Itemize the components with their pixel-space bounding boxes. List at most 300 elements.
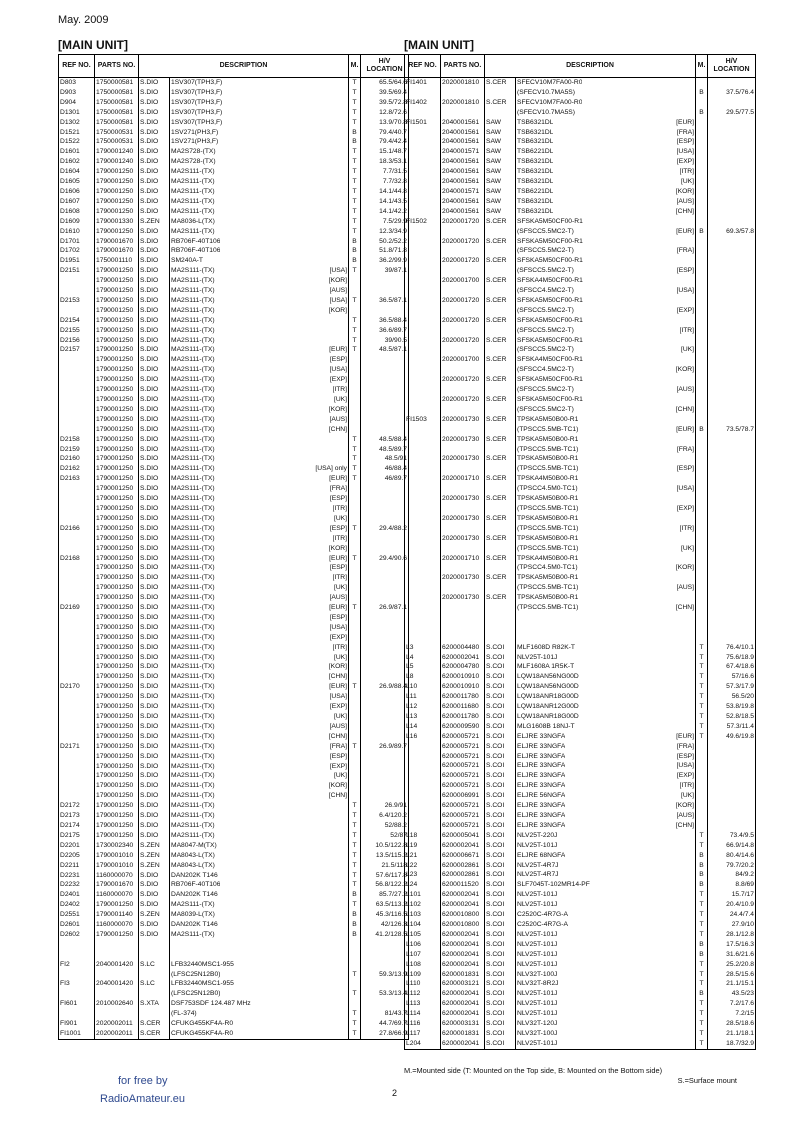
table-row [59, 345, 409, 355]
parts-no-cell: 2040001561 [441, 177, 485, 187]
mount-side-cell: T [349, 98, 361, 108]
ref-cell: D2174 [59, 821, 95, 831]
table-row [405, 78, 756, 88]
parts-no-cell [441, 385, 485, 395]
mount-side-cell [696, 345, 708, 355]
description-cell [516, 128, 696, 138]
mount-side-cell: T [349, 603, 361, 613]
description-text: TSB6321DL [517, 197, 554, 205]
description-wrap [171, 484, 347, 494]
description-text: C2520C-4R7G-A [517, 911, 568, 919]
ref-cell: D1608 [59, 207, 95, 217]
table-row [405, 841, 756, 851]
description-wrap [517, 256, 694, 266]
ref-cell: L108 [405, 960, 441, 970]
type-cell: S.DIO [139, 425, 170, 435]
version-tag: [FRA] [676, 742, 694, 750]
ref-cell: L19 [405, 841, 441, 851]
description-wrap [517, 504, 694, 514]
location-cell: 7.5/29.9 [361, 217, 409, 227]
description-text: TSB6321DL [517, 158, 554, 166]
type-cell: S.CER [485, 514, 516, 524]
mount-side-cell [696, 167, 708, 177]
description-wrap [517, 940, 694, 950]
description-text: MA2S111-(TX) [171, 346, 215, 354]
description-cell [170, 821, 349, 831]
description-text: NLV25T-101J [517, 901, 558, 909]
description-text: MA2S111-(TX) [171, 713, 215, 720]
description-wrap [171, 692, 347, 702]
description-wrap [517, 157, 694, 167]
table-row [59, 227, 409, 237]
table-row [405, 653, 756, 663]
description-cell [516, 365, 696, 375]
type-cell: S.DIO [139, 197, 170, 207]
description-wrap [171, 217, 347, 227]
ref-cell [59, 732, 95, 742]
description-cell [516, 662, 696, 672]
version-tag: [EUR] [676, 118, 694, 126]
ref-cell: L21 [405, 851, 441, 861]
parts-no-cell [441, 246, 485, 256]
ref-cell: L117 [405, 1029, 441, 1039]
description-cell [516, 227, 696, 237]
type-cell: S.DIO [139, 474, 170, 484]
parts-no-cell: 1750000531 [95, 128, 139, 138]
location-cell [708, 316, 756, 326]
mount-side-cell [696, 365, 708, 375]
table-row [405, 900, 756, 910]
location-cell: 36.5/87.1 [361, 296, 409, 306]
parts-no-cell: 2020001720 [441, 296, 485, 306]
description-text: MA2S111-(TX) [171, 673, 215, 681]
table-row [405, 613, 756, 623]
parts-no-cell: 6200005721 [441, 761, 485, 771]
col-parts-header: PARTS NO. [95, 55, 139, 78]
table-row [59, 187, 409, 197]
description-wrap [171, 336, 347, 346]
version-tag: [AUS] [676, 386, 694, 394]
mount-side-cell [696, 256, 708, 266]
type-cell [139, 940, 170, 950]
ref-cell [59, 662, 95, 672]
description-text: LQW18AN56NG00D [517, 683, 579, 691]
type-cell: S.COI [485, 811, 516, 821]
location-cell: 25.2/20.8 [708, 960, 756, 970]
ref-cell [405, 554, 441, 564]
type-cell: S.DIO [139, 554, 170, 564]
version-tag: [KOR] [328, 306, 347, 314]
mount-side-cell [696, 742, 708, 752]
description-text: (FL-374) [171, 1010, 197, 1018]
version-tag: [UK] [333, 772, 347, 780]
description-wrap [517, 821, 694, 831]
description-wrap [171, 365, 347, 375]
description-text: (LFSC25N12B0) [171, 990, 221, 998]
description-text: MA8036-L(TX) [171, 217, 215, 225]
location-cell [361, 306, 409, 316]
description-text: (SFSCC5.5MC2-T) [517, 326, 574, 334]
type-cell [139, 970, 170, 980]
mount-side-cell: B [696, 88, 708, 98]
parts-no-cell: 6200005721 [441, 781, 485, 791]
mount-side-cell: T [349, 474, 361, 484]
table-row [405, 583, 756, 593]
type-cell: S.COI [485, 702, 516, 712]
location-cell [708, 613, 756, 623]
ref-cell: L13 [405, 712, 441, 722]
type-cell: S.COI [485, 682, 516, 692]
type-cell: S.DIO [139, 534, 170, 544]
parts-no-cell: 6200001831 [441, 1029, 485, 1039]
description-wrap [517, 771, 694, 781]
description-cell [516, 266, 696, 276]
ref-cell: L10 [405, 682, 441, 692]
col-ref-header: REF NO. [59, 55, 95, 78]
description-cell [516, 722, 696, 732]
table-row [405, 970, 756, 980]
mount-side-cell: T [349, 880, 361, 890]
ref-cell: D2160 [59, 454, 95, 464]
description-wrap [171, 920, 347, 930]
description-cell [516, 989, 696, 999]
mount-side-cell [349, 732, 361, 742]
description-text: 1SV271(PH3,F) [171, 128, 219, 136]
version-tag: [KOR] [675, 564, 694, 572]
version-tag: [CHN] [328, 732, 347, 740]
parts-no-cell [441, 563, 485, 573]
description-text: MA2S111-(TX) [171, 435, 215, 443]
ref-cell [59, 405, 95, 415]
mount-side-cell [696, 593, 708, 603]
description-text: TPSKA5M50B00-R1 [517, 514, 579, 522]
mount-side-cell [696, 128, 708, 138]
ref-cell [405, 811, 441, 821]
description-cell [170, 108, 349, 118]
mount-side-cell [696, 187, 708, 197]
type-cell: S.COI [485, 791, 516, 801]
location-cell [361, 643, 409, 653]
parts-no-cell: 6200010800 [441, 910, 485, 920]
mount-side-cell [696, 504, 708, 514]
ref-cell [405, 494, 441, 504]
location-cell: 12.3/34.9 [361, 227, 409, 237]
version-tag: [EUR] [676, 732, 694, 740]
ref-cell [59, 544, 95, 554]
table-row [59, 197, 409, 207]
description-cell [516, 98, 696, 108]
location-cell: 79.7/20.2 [708, 861, 756, 871]
description-wrap [171, 880, 347, 890]
version-tag: [UK] [680, 544, 694, 552]
location-cell [708, 217, 756, 227]
description-wrap [517, 296, 694, 306]
description-cell [170, 653, 349, 663]
version-tag: [ITR] [679, 168, 694, 176]
table-row [59, 296, 409, 306]
location-cell: 31.6/21.6 [708, 950, 756, 960]
ref-cell [405, 445, 441, 455]
location-cell [708, 345, 756, 355]
ref-cell [59, 771, 95, 781]
description-cell [516, 1039, 696, 1049]
location-cell [708, 197, 756, 207]
parts-no-cell [441, 405, 485, 415]
ref-cell [405, 524, 441, 534]
description-cell [170, 256, 349, 266]
type-cell [485, 306, 516, 316]
parts-no-cell: 1790001250 [95, 811, 139, 821]
ref-cell [405, 781, 441, 791]
description-cell [170, 147, 349, 157]
location-cell: 44.7/69.7 [361, 1019, 409, 1029]
description-text: MA2S111-(TX) [171, 564, 215, 572]
description-cell [170, 425, 349, 435]
description-text: 1SV307(TPH3,F) [171, 79, 223, 86]
description-wrap [517, 454, 694, 464]
description-text: DSF753SDF 124.487 MHz [171, 1000, 251, 1008]
description-cell [170, 395, 349, 405]
ref-cell: L116 [405, 1019, 441, 1029]
ref-cell: D2231 [59, 871, 95, 881]
mount-side-cell [696, 445, 708, 455]
table-header-row [405, 55, 756, 78]
description-wrap [171, 821, 347, 831]
description-wrap [171, 405, 347, 415]
description-text: ELJRE 33NGFA [517, 821, 566, 829]
description-cell [170, 910, 349, 920]
parts-no-cell: 2040001561 [441, 167, 485, 177]
ref-cell: D2168 [59, 554, 95, 564]
ref-cell [405, 821, 441, 831]
description-cell [170, 207, 349, 217]
version-tag: [EUR] [329, 683, 347, 691]
type-cell: S.DIO [139, 355, 170, 365]
version-tag: [EUR] [329, 554, 347, 562]
ref-cell [59, 385, 95, 395]
location-cell: 73.5/78.7 [708, 425, 756, 435]
location-cell: 79.4/40.7 [361, 128, 409, 138]
mount-side-cell: B [349, 256, 361, 266]
type-cell: S.COI [485, 920, 516, 930]
description-text: TPSKA5M50B00-R1 [517, 574, 579, 582]
description-wrap [171, 831, 347, 841]
table-row [405, 524, 756, 534]
description-wrap [171, 454, 347, 464]
table-row [405, 960, 756, 970]
type-cell: S.CER [485, 435, 516, 445]
table-row [59, 603, 409, 613]
description-wrap [171, 851, 347, 861]
location-cell: 65.5/64.6 [361, 78, 409, 88]
type-cell: S.DIO [139, 316, 170, 326]
location-cell: 57.3/17.9 [708, 682, 756, 692]
description-wrap [171, 128, 347, 138]
description-wrap [171, 524, 347, 534]
description-text: SFSKA4M50CF00-R1 [517, 277, 583, 285]
type-cell: S.DIO [139, 385, 170, 395]
location-cell: 26.9/89.7 [361, 742, 409, 752]
mount-side-cell [696, 613, 708, 623]
table-row [59, 950, 409, 960]
mount-side-cell: B [696, 880, 708, 890]
mount-side-cell [349, 999, 361, 1009]
location-cell [361, 583, 409, 593]
parts-no-cell: 6200005721 [441, 801, 485, 811]
location-cell: 85.7/27.2 [361, 890, 409, 900]
description-cell [170, 1009, 349, 1019]
description-text: (TPSCC4.5M0-TC1) [517, 564, 578, 572]
version-tag: [CHN] [328, 425, 347, 433]
description-wrap [171, 910, 347, 920]
description-text: (TPSCC5.5MB-TC1) [517, 544, 579, 552]
mount-side-cell [696, 554, 708, 564]
type-cell: S.DIO [139, 207, 170, 217]
description-wrap [171, 177, 347, 187]
location-cell [708, 207, 756, 217]
ref-cell: L114 [405, 1009, 441, 1019]
description-cell [516, 979, 696, 989]
parts-no-cell: 1790001250 [95, 395, 139, 405]
description-text: TPSKA4M50B00-R1 [517, 554, 579, 562]
location-cell [361, 573, 409, 583]
parts-no-cell: 1790001250 [95, 167, 139, 177]
mount-side-cell [696, 801, 708, 811]
parts-no-cell: 1750000581 [95, 78, 139, 88]
table-row [405, 732, 756, 742]
location-cell [361, 405, 409, 415]
parts-no-cell: 1160000070 [95, 920, 139, 930]
table-row [59, 989, 409, 999]
ref-cell [59, 702, 95, 712]
description-wrap [517, 752, 694, 762]
description-text: TPSKA5M50B00-R1 [517, 594, 579, 602]
table-row [405, 1009, 756, 1019]
description-cell [516, 246, 696, 256]
description-text: MA2S111-(TX) [171, 396, 215, 403]
type-cell: S.CER [485, 217, 516, 227]
parts-no-cell: 1790001250 [95, 445, 139, 455]
description-wrap [517, 355, 694, 365]
ref-cell: D2158 [59, 435, 95, 445]
version-tag: [AUS] [329, 287, 347, 295]
mount-side-cell: T [349, 336, 361, 346]
description-wrap [171, 989, 347, 999]
description-cell [516, 435, 696, 445]
mount-side-cell [349, 504, 361, 514]
description-text: ELJRE 68NGFA [517, 851, 566, 859]
version-tag: [ESP] [329, 752, 347, 760]
description-text: LQW18AN56NG00D [517, 673, 579, 681]
version-tag: [AUS] [676, 197, 694, 205]
table-row [59, 217, 409, 227]
description-wrap [517, 464, 694, 474]
mount-side-cell: T [696, 722, 708, 732]
description-text: MA2S111-(TX) [171, 197, 215, 205]
description-cell [516, 821, 696, 831]
table-row [405, 771, 756, 781]
mount-side-cell [696, 246, 708, 256]
mount-side-cell [696, 811, 708, 821]
type-cell: S.DIO [139, 900, 170, 910]
table-row [59, 98, 409, 108]
location-cell [361, 593, 409, 603]
parts-no-cell [441, 365, 485, 375]
mount-side-cell [696, 573, 708, 583]
ref-cell: L18 [405, 831, 441, 841]
location-cell: 84/9.2 [708, 870, 756, 880]
type-cell [485, 504, 516, 514]
parts-no-cell: 2020001720 [441, 375, 485, 385]
table-row [59, 316, 409, 326]
type-cell: S.CER [485, 494, 516, 504]
table-row [405, 177, 756, 187]
description-text: ELJRE 33NGFA [517, 782, 566, 790]
description-wrap [171, 653, 347, 663]
description-text: NLV25T-101J [517, 891, 558, 899]
description-cell [516, 425, 696, 435]
mount-side-cell [349, 583, 361, 593]
version-tag: [UK] [680, 792, 694, 800]
parts-no-cell: 2040001561 [441, 197, 485, 207]
location-cell: 48.5/91 [361, 454, 409, 464]
mount-side-cell [349, 405, 361, 415]
parts-no-cell [441, 445, 485, 455]
table-row [59, 979, 409, 989]
table-row [59, 524, 409, 534]
location-cell [708, 395, 756, 405]
ref-cell [405, 633, 441, 643]
description-text: (TPSCC5.5MB-TC1) [517, 465, 579, 473]
ref-cell: D1951 [59, 256, 95, 266]
mount-side-cell [696, 484, 708, 494]
mount-side-cell [696, 454, 708, 464]
description-cell [170, 534, 349, 544]
parts-no-cell: 1790001250 [95, 682, 139, 692]
type-cell: S.COI [485, 821, 516, 831]
ref-cell: D2232 [59, 880, 95, 890]
parts-no-cell: 1790001250 [95, 435, 139, 445]
type-cell: S.DIO [139, 702, 170, 712]
description-text: MA2S111-(TX) [171, 792, 215, 800]
type-cell: S.DIO [139, 296, 170, 306]
ref-cell [59, 355, 95, 365]
description-wrap [517, 405, 694, 415]
ref-cell: D2211 [59, 861, 95, 871]
footnote [404, 1066, 737, 1086]
mount-side-cell [349, 979, 361, 989]
parts-no-cell: 1790001250 [95, 702, 139, 712]
table-row [59, 712, 409, 722]
parts-no-cell: 1790001250 [95, 514, 139, 524]
parts-no-cell: 6200002041 [441, 653, 485, 663]
table-row [405, 405, 756, 415]
ref-cell [405, 256, 441, 266]
ref-cell [59, 643, 95, 653]
description-wrap [171, 732, 347, 742]
ref-cell [405, 197, 441, 207]
mount-side-cell: T [349, 1029, 361, 1039]
description-cell [170, 514, 349, 524]
mount-side-cell: T [349, 177, 361, 187]
description-cell [516, 890, 696, 900]
type-cell: S.COI [485, 752, 516, 762]
parts-no-cell: 2040001571 [441, 187, 485, 197]
type-cell: S.DIO [139, 692, 170, 702]
parts-no-cell: 1790001250 [95, 762, 139, 772]
ref-cell: FI1501 [405, 118, 441, 128]
description-text: NLV25T-101J [517, 930, 558, 938]
